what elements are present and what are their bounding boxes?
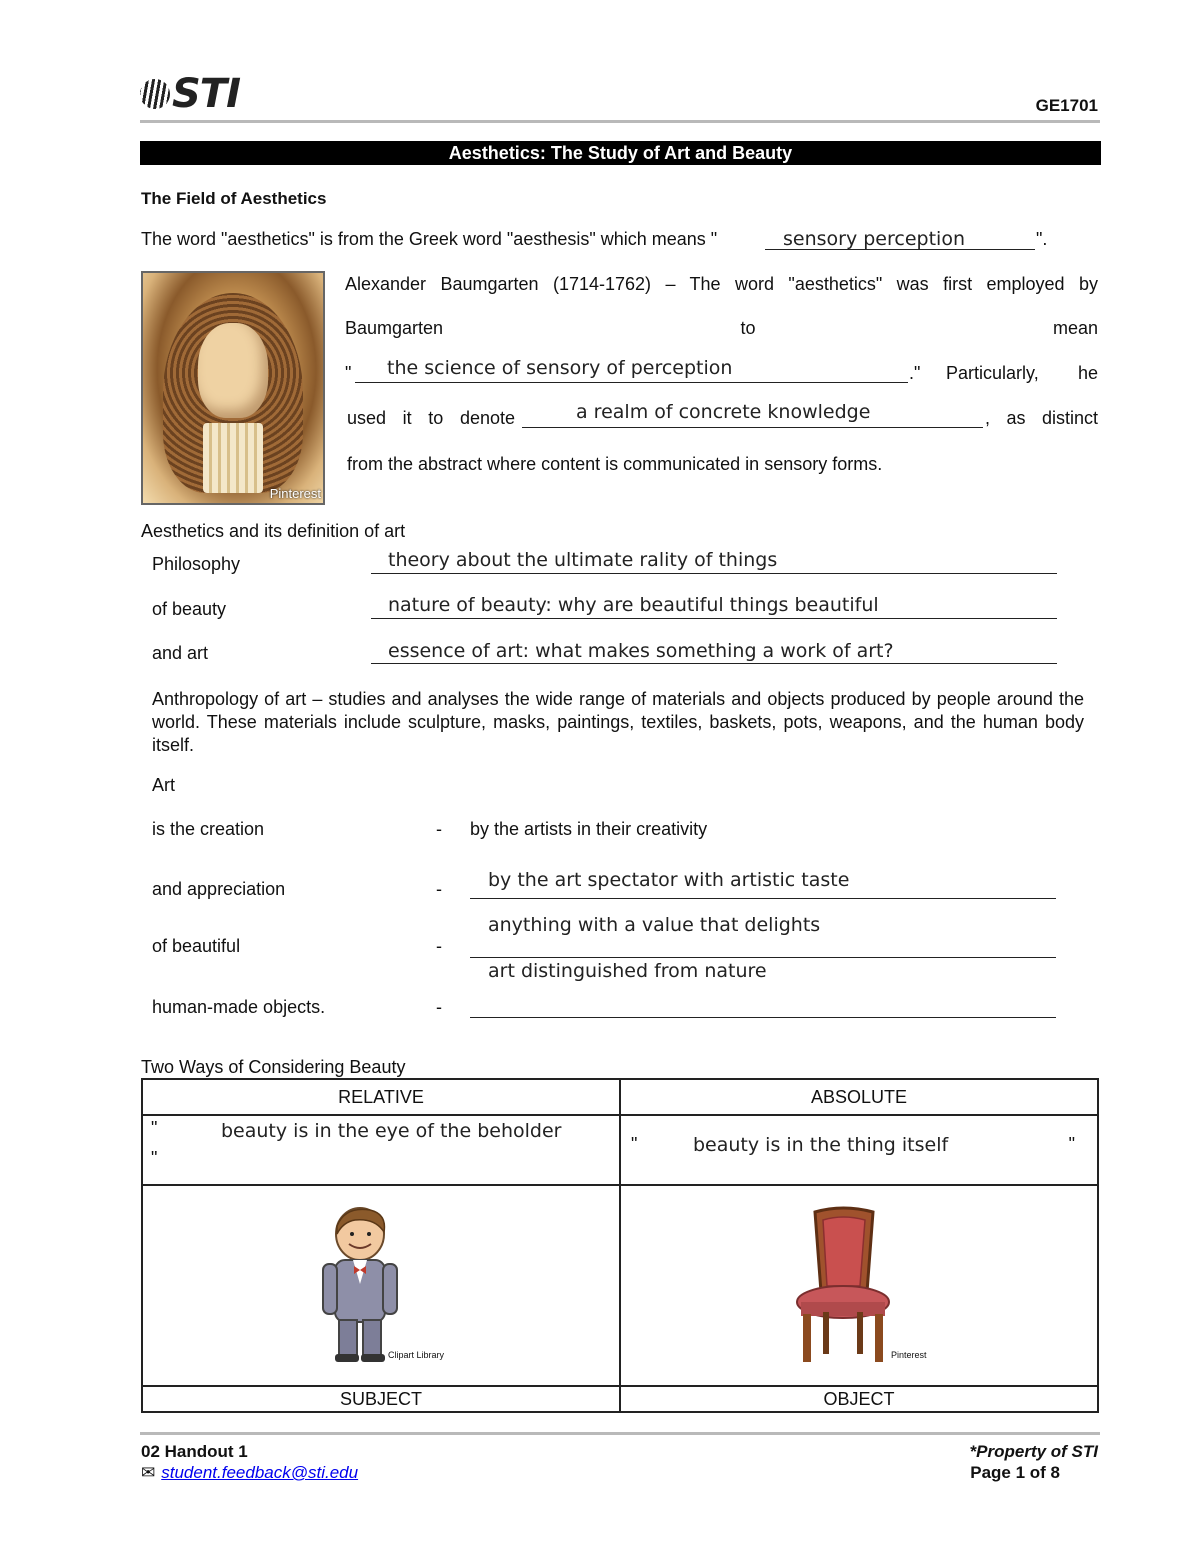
logo-text: STI bbox=[172, 71, 240, 117]
handwritten-answer: the science of sensory of perception bbox=[387, 357, 733, 379]
handwritten-answer: anything with a value that delights bbox=[488, 914, 821, 936]
property-notice: *Property of STI bbox=[969, 1442, 1098, 1461]
baumgarten-paragraph-line1: Alexander Baumgarten (1714-1762) – The word "aesthetics" was first employed by bbox=[345, 274, 1098, 294]
quote-close: " bbox=[151, 1148, 158, 1168]
beauty-table bbox=[141, 1078, 1099, 1413]
object-label: OBJECT bbox=[620, 1386, 1098, 1412]
blank-line bbox=[371, 571, 1057, 574]
art-description: by the artists in their creativity bbox=[470, 819, 708, 839]
handwritten-answer: beauty is in the thing itself bbox=[693, 1134, 949, 1156]
absolute-definition-cell bbox=[620, 1115, 1098, 1185]
page-title: Aesthetics: The Study of Art and Beauty bbox=[140, 141, 1101, 165]
chair-image bbox=[793, 1206, 893, 1364]
blank-line bbox=[470, 955, 1056, 958]
portrait-collar bbox=[203, 423, 263, 493]
envelope-icon: ✉ bbox=[141, 1463, 156, 1482]
sti-logo bbox=[140, 71, 240, 117]
course-code: GE1701 bbox=[1035, 96, 1098, 115]
document-label: 02 Handout 1 bbox=[141, 1442, 248, 1461]
section-heading: The Field of Aesthetics bbox=[141, 189, 327, 208]
definition-label: Philosophy bbox=[152, 554, 241, 574]
blank-line bbox=[470, 896, 1056, 899]
blank-line bbox=[522, 425, 983, 428]
greek-line-prefix: The word "aesthetics" is from the Greek word "aesthesis" which means " bbox=[141, 229, 718, 249]
word-particularly: Particularly, bbox=[946, 363, 1039, 383]
handwritten-answer: sensory perception bbox=[783, 228, 965, 250]
handwritten-answer: theory about the ultimate rality of things bbox=[388, 549, 778, 571]
column-header-absolute: ABSOLUTE bbox=[620, 1079, 1098, 1115]
word-mean: mean bbox=[1052, 318, 1098, 338]
column-header-relative: RELATIVE bbox=[142, 1079, 620, 1115]
feedback-email-row bbox=[141, 1463, 358, 1483]
art-heading: Art bbox=[152, 775, 176, 795]
word-baumgarten: Baumgarten bbox=[345, 318, 444, 338]
quote-open: " bbox=[151, 1118, 158, 1138]
quote-close: ." bbox=[909, 363, 921, 383]
page-number: Page 1 of 8 bbox=[970, 1463, 1060, 1482]
relative-definition-cell bbox=[142, 1115, 620, 1185]
header-divider bbox=[140, 120, 1100, 123]
definition-label: and art bbox=[152, 643, 209, 663]
art-dash: - bbox=[436, 997, 442, 1017]
word-to: to bbox=[740, 318, 756, 338]
handwritten-answer: essence of art: what makes something a work of art? bbox=[388, 640, 894, 662]
image-credit: Pinterest bbox=[891, 1350, 927, 1360]
art-label: of beautiful bbox=[152, 936, 241, 956]
art-dash: - bbox=[436, 819, 442, 839]
art-label: and appreciation bbox=[152, 879, 286, 899]
baumgarten-paragraph-line2 bbox=[345, 318, 1098, 339]
denote-suffix: , as distinct bbox=[985, 408, 1098, 428]
image-credit: Clipart Library bbox=[388, 1350, 445, 1360]
image-credit: Pinterest bbox=[269, 486, 321, 501]
feedback-email-link[interactable]: student.feedback@sti.edu bbox=[161, 1463, 359, 1482]
greek-definition-line bbox=[141, 229, 717, 250]
para-tail bbox=[946, 363, 1098, 384]
handwritten-answer: by the art spectator with artistic taste bbox=[488, 869, 850, 891]
subject-image-cell bbox=[142, 1185, 620, 1386]
boy-clipart bbox=[315, 1204, 405, 1364]
blank-line bbox=[470, 1015, 1056, 1018]
handwritten-answer: a realm of concrete knowledge bbox=[576, 401, 871, 423]
footer-divider bbox=[140, 1432, 1100, 1435]
object-image-cell bbox=[620, 1185, 1098, 1386]
definition-heading: Aesthetics and its definition of art bbox=[141, 521, 406, 541]
subject-label: SUBJECT bbox=[142, 1386, 620, 1412]
denote-prefix: used it to denote bbox=[347, 408, 515, 428]
greek-line-suffix: ". bbox=[1036, 229, 1048, 249]
baumgarten-portrait bbox=[141, 271, 325, 505]
baumgarten-paragraph-line5: from the abstract where content is communicated in sensory forms. bbox=[347, 454, 883, 474]
portrait-face bbox=[198, 323, 268, 418]
anthropology-paragraph: Anthropology of art – studies and analyses the wide range of materials and objects produced by people around the world. These materials include sculpture, masks, paintings, textiles, baskets, pots, weapons, and the human body itself. bbox=[152, 689, 1084, 755]
definition-label: of beauty bbox=[152, 599, 227, 619]
quote-close: " bbox=[1068, 1134, 1075, 1154]
art-dash: - bbox=[436, 879, 442, 899]
handwritten-answer: nature of beauty: why are beautiful things beautiful bbox=[388, 594, 879, 616]
quote-open: " bbox=[631, 1134, 638, 1154]
globe-icon bbox=[140, 79, 170, 109]
blank-line bbox=[355, 380, 908, 383]
quote-open: " bbox=[345, 363, 352, 383]
blank-line bbox=[371, 616, 1057, 619]
word-he: he bbox=[1077, 363, 1098, 383]
art-dash: - bbox=[436, 936, 442, 956]
handwritten-answer: beauty is in the eye of the beholder bbox=[221, 1120, 562, 1142]
handwritten-answer: art distinguished from nature bbox=[488, 960, 767, 982]
table-caption: Two Ways of Considering Beauty bbox=[141, 1057, 406, 1077]
art-label: human-made objects. bbox=[152, 997, 326, 1017]
art-label: is the creation bbox=[152, 819, 265, 839]
